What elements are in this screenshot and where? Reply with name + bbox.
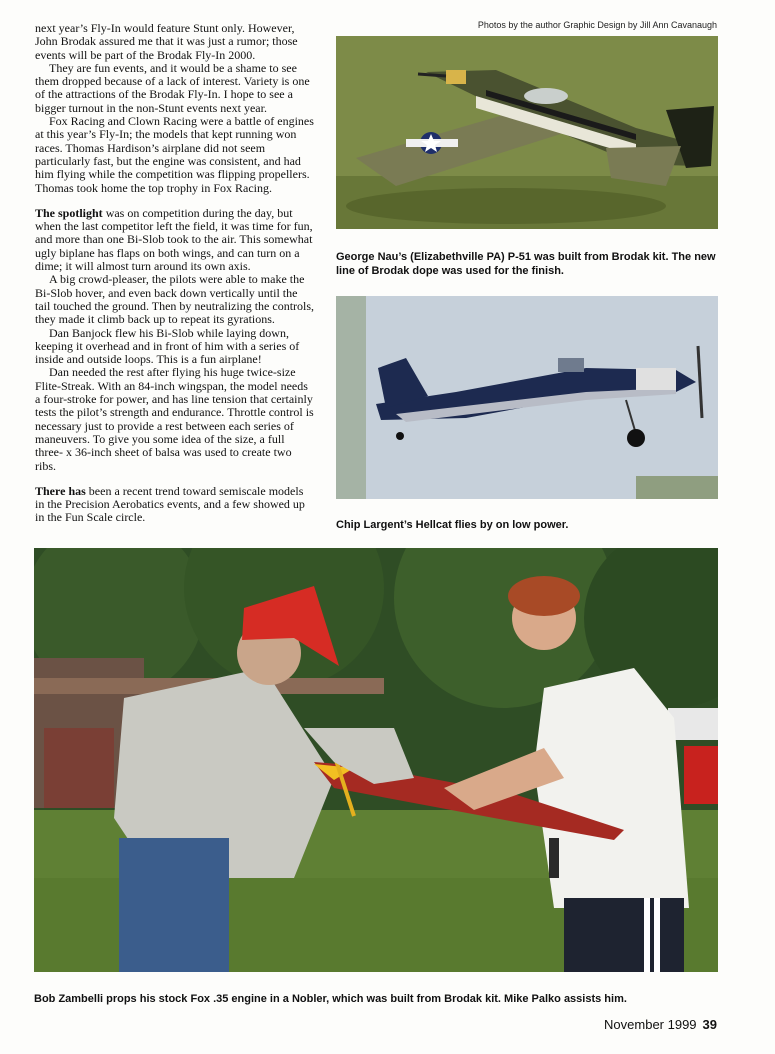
article-paragraph: next year’s Fly-In would feature Stunt only. However, John Brodak assured me that it was just a rumor; those events will be part of the Brodak Fly-In 2000. xyxy=(35,21,298,62)
lead-in: The spotlight xyxy=(35,205,103,220)
article-column xyxy=(35,22,315,525)
article-paragraph: They are fun events, and it would be a shame to see them dropped because of a lack of interest. Variety is one of the attractions of the Brodak Fly-In. I hope to see a bigger turnout in the non-Stunt events next year. xyxy=(35,60,310,115)
p51-caption: George Nau’s (Elizabethville PA) P-51 was built from Brodak kit. The new line of Brodak dope was used for the finish. xyxy=(336,251,716,277)
article-paragraph: Fox Racing and Clown Racing were a battle of engines at this year’s Fly-In; the models that kept running won races. Thomas Hardison’s airplane did not seem particularly fast, but the engine was consistent, and had him flying while the competition was flipping propellers. Thomas took home the top trophy in Fox Racing. xyxy=(35,114,314,195)
lead-in: There has xyxy=(35,483,86,498)
page-footer xyxy=(604,1017,717,1032)
article-paragraph: A big crowd-pleaser, the pilots were able to make the Bi-Slob hover, and even back down vertically until the tail touched the ground. Then by neutralizing the controls, they made it climb back up to repeat its gyrations. xyxy=(35,272,315,327)
article-paragraph: The spotlight was on competition during the day, but when the last competitor left the field, it was time for fun, and more than one Bi-Slob took to the air. This somewhat ugly biplane has flaps on both wings, and can turn on a dime; it will almost turn around its own axis. xyxy=(35,205,313,274)
article-paragraph: There has been a recent trend toward semiscale models in the Precision Aerobatics events, and a few showed up in the Fun Scale circle. xyxy=(35,483,305,525)
hellcat-photo xyxy=(336,296,718,499)
issue-date: November 1999 xyxy=(604,1017,697,1032)
p51-photo xyxy=(336,36,718,229)
page-number: 39 xyxy=(702,1017,717,1032)
hellcat-caption: Chip Largent’s Hellcat flies by on low power. xyxy=(336,519,569,531)
nobler-photo xyxy=(34,548,718,972)
photo-credit: Photos by the author Graphic Design by Jill Ann Cavanaugh xyxy=(477,20,717,30)
article-paragraph: Dan Banjock flew his Bi-Slob while laying down, keeping it overhead and in front of him with a series of inside and outside loops. This is a fun airplane! xyxy=(35,325,300,367)
article-paragraph: Dan needed the rest after flying his huge twice-size Flite-Streak. With an 84-inch wingspan, the model needs a four-stroke for power, and has line tension that certainly tests the pilot’s strength and endurance. Throttle control is necessary just to provide a rest between each series of maneuvers. To give you some idea of the size, a full three- x 36-inch sheet of balsa was used to create two ribs. xyxy=(35,365,314,473)
nobler-caption: Bob Zambelli props his stock Fox .35 engine in a Nobler, which was built from Brodak kit. Mike Palko assists him. xyxy=(34,993,627,1005)
